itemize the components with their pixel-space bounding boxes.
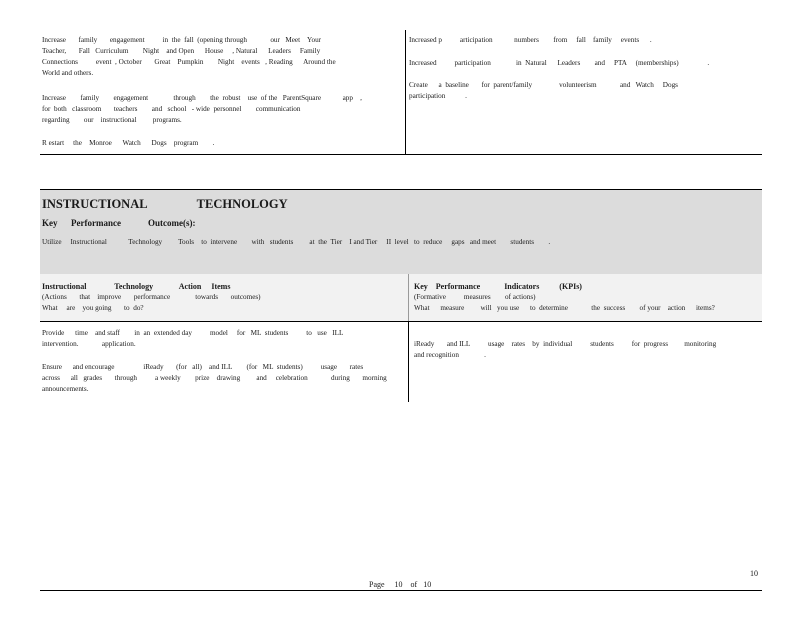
action-item-1: Provide time and staff in an extended day model for ML students to use ILL intervention. application. — [42, 329, 344, 348]
column-header-divider — [408, 274, 409, 321]
action-item-2: Ensure and encourage iReady (for all) and ILL (for ML students) usage rates across all grades through a weekly prize drawing and celebration during morning announcements. — [42, 363, 387, 393]
kpi-title: Key Performance Indicators (KPIs) — [414, 282, 582, 291]
kpi-subtitle: (Formative measures of actions) — [414, 293, 536, 301]
kpo-text: Utilize Instructional Technology Tools to intervene with students at the Tier I and Tier II level to reduce gaps and meet students . — [42, 238, 551, 246]
body-column-divider — [408, 322, 409, 402]
top-column-divider — [405, 30, 406, 154]
action-items-title: Instructional Technology Action Items — [42, 282, 231, 291]
top-right-item-1: Increased p articipation numbers from fall family events . — [409, 36, 652, 44]
top-left-item-2: Increase family engagement through the robust use of the ParentSquare app , for both classroom teachers and school - wide personnel communication regarding our instructional programs. — [42, 94, 362, 124]
page-number-label: Page 10 of 10 — [369, 580, 432, 589]
top-right-item-2: Increased participation in Natural Leaders and PTA (memberships) . — [409, 59, 710, 67]
column-header-bottom-border — [40, 321, 762, 322]
kpi-question: What measure will you use to determine the success of your action items? — [414, 304, 715, 312]
action-items-subtitle: (Actions that improve performance towards outcomes) — [42, 293, 261, 301]
kpo-label: Key Performance Outcome(s): — [42, 218, 196, 228]
section-title: INSTRUCTIONAL TECHNOLOGY — [42, 197, 288, 211]
corner-page-number: 10 — [750, 569, 758, 578]
top-section-bottom-border — [40, 154, 762, 155]
kpi-item-1: iReady and ILL usage rates by individual students for progress monitoring and recognition . — [414, 340, 717, 359]
top-left-item-3: R estart the Monroe Watch Dogs program . — [42, 139, 215, 147]
top-left-item-1: Increase family engagement in the fall (opening through our Meet Your Teacher, Fall Curriculum Night and Open House , Natural Leaders Family Connections event , October Great Pumpkin Night events , Reading Around the World and others. — [42, 36, 336, 77]
action-items-question: What are you going to do? — [42, 304, 144, 312]
top-right-item-3: Create a baseline for parent/family volunteerism and Watch Dogs participation . — [409, 81, 678, 100]
footer-rule — [40, 590, 762, 591]
